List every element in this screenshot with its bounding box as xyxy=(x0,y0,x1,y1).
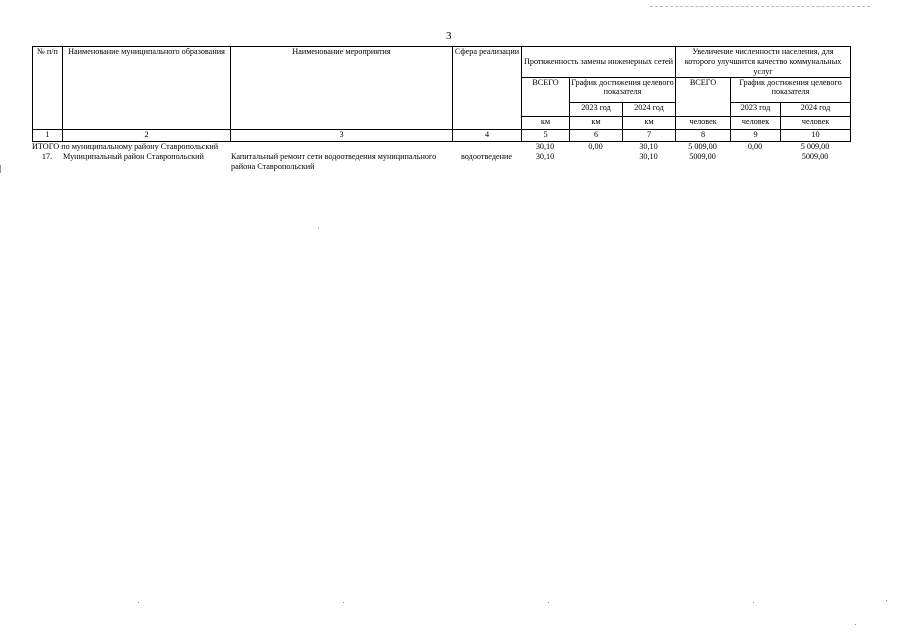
scan-speck xyxy=(138,602,139,603)
unit-2023-people: человек xyxy=(731,116,781,129)
row-value: 30,10 xyxy=(639,151,658,161)
row-value xyxy=(730,152,780,172)
column-number: 8 xyxy=(676,129,731,141)
unit-total-km: км xyxy=(522,116,570,129)
header-population: Увеличение численности населения, для которого улучшится качество коммунальных услуг xyxy=(676,47,851,78)
total-value: 5 009,00 xyxy=(800,142,830,151)
row-event: Капитальный ремонт сети водоотведения муниципального района Ставропольский xyxy=(231,151,437,171)
header-schedule-people: График достижения целевого показателя xyxy=(731,77,851,102)
header-2024-km: 2024 год xyxy=(623,102,676,116)
total-value: 30,10 xyxy=(535,142,555,151)
header-num: № п/п xyxy=(33,47,63,130)
total-value: 30,10 xyxy=(639,142,658,151)
page-number: 3 xyxy=(446,30,452,42)
column-number: 5 xyxy=(522,129,570,141)
header-2024-people: 2024 год xyxy=(781,102,851,116)
unit-2024-km: км xyxy=(623,116,676,129)
scan-speck xyxy=(318,228,319,229)
row-value: 30,10 xyxy=(535,151,555,161)
header-2023-km: 2023 год xyxy=(570,102,623,116)
scan-speck xyxy=(855,624,856,625)
column-number: 10 xyxy=(781,129,851,141)
column-number: 4 xyxy=(453,129,522,141)
total-value: 0,00 xyxy=(747,142,763,151)
column-number: 7 xyxy=(623,129,676,141)
scan-speck xyxy=(343,602,344,603)
header-sphere: Сфера реализации xyxy=(453,47,522,130)
scan-artifact-tick xyxy=(0,165,1,173)
scan-speck xyxy=(548,602,549,603)
scan-speck xyxy=(886,600,887,601)
column-number: 9 xyxy=(731,129,781,141)
header-table xyxy=(32,46,851,142)
unit-2024-people: человек xyxy=(781,116,851,129)
row-value: 5009,00 xyxy=(689,151,716,161)
total-row xyxy=(32,142,850,152)
header-2023-people: 2023 год xyxy=(731,102,781,116)
column-number: 6 xyxy=(570,129,623,141)
row-num: 17. xyxy=(41,151,53,161)
total-value: 5 009,00 xyxy=(688,142,717,151)
table-row xyxy=(32,152,850,172)
header-total-km: ВСЕГО xyxy=(522,77,570,116)
header-schedule-km: График достижения целевого показателя xyxy=(570,77,676,102)
header-event: Наименование мероприятия xyxy=(231,47,453,130)
column-number: 2 xyxy=(63,129,231,141)
row-value xyxy=(569,152,622,172)
column-number: 3 xyxy=(231,129,453,141)
header-municipality: Наименование муниципального образования xyxy=(63,47,231,130)
header-network-length: Протяженность замены инженерных сетей xyxy=(522,47,676,78)
total-label: ИТОГО по муниципальному району Ставропольский xyxy=(32,142,219,151)
column-number: 1 xyxy=(33,129,63,141)
scan-artifact-line xyxy=(650,6,870,7)
row-sphere: водоотведение xyxy=(461,151,513,161)
row-municipality: Муниципальный район Ставропольский xyxy=(63,151,204,161)
scan-speck xyxy=(753,602,754,603)
data-table xyxy=(32,142,850,172)
header-total-people: ВСЕГО xyxy=(676,77,731,116)
column-numbers-row xyxy=(33,129,851,141)
unit-total-people: человек xyxy=(676,116,731,129)
row-value: 5009,00 xyxy=(801,151,829,161)
total-value: 0,00 xyxy=(588,142,603,151)
unit-2023-km: км xyxy=(570,116,623,129)
